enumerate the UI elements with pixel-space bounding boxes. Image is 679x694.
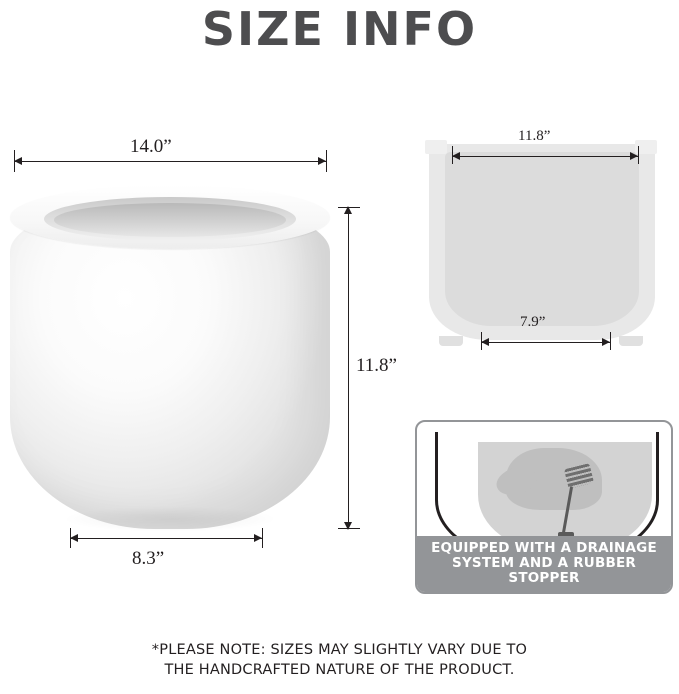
top-diameter-arrow-left xyxy=(14,157,22,165)
inner-top-dim-line xyxy=(452,156,638,157)
top-diameter-dim-line xyxy=(14,161,326,162)
top-diameter-arrow-right xyxy=(318,157,326,165)
base-diameter-label: 8.3” xyxy=(132,548,165,569)
inner-bottom-arrow-left xyxy=(481,338,489,346)
inner-bottom-arrow-right xyxy=(602,338,610,346)
top-diameter-tick-left xyxy=(14,150,15,172)
drainage-caption-line2: SYSTEM AND A RUBBER STOPPER xyxy=(452,555,636,586)
inner-top-width-label: 11.8” xyxy=(518,128,551,144)
drainage-caption xyxy=(417,536,671,592)
cross-section-lip-left xyxy=(425,140,447,154)
pot-rim-cavity xyxy=(54,203,286,237)
drainage-caption-line1: EQUIPPED WITH A DRAINAGE xyxy=(431,540,657,556)
pot-base-shadow xyxy=(62,506,278,532)
height-tick-top xyxy=(338,207,360,208)
inner-top-arrow-left xyxy=(452,152,460,160)
top-diameter-tick-right xyxy=(326,150,327,172)
height-tick-bottom xyxy=(338,528,360,529)
inner-bottom-dim-line xyxy=(481,342,610,343)
cross-section-foot-left xyxy=(439,336,463,346)
main-pot-illustration xyxy=(10,185,330,530)
footer-note-line2: THE HANDCRAFTED NATURE OF THE PRODUCT. xyxy=(164,662,515,678)
inner-bottom-width-label: 7.9” xyxy=(520,314,546,330)
base-diameter-arrow-left xyxy=(70,534,78,542)
inner-top-tick-right xyxy=(638,146,639,164)
base-diameter-dim-line xyxy=(70,538,262,539)
top-diameter-label: 14.0” xyxy=(130,136,172,157)
cross-section-cavity xyxy=(445,152,639,326)
drainage-panel xyxy=(415,420,673,594)
cross-section-foot-right xyxy=(619,336,643,346)
base-diameter-arrow-right xyxy=(254,534,262,542)
height-dim-line xyxy=(348,210,349,528)
page-title: SIZE INFO xyxy=(201,2,478,56)
height-label: 11.8” xyxy=(356,355,397,376)
base-diameter-tick-right xyxy=(262,528,263,548)
footer-note-line1: *PLEASE NOTE: SIZES MAY SLIGHTLY VARY DUE TO xyxy=(151,642,528,658)
inner-bottom-tick-right xyxy=(610,332,611,350)
inner-top-tick-left xyxy=(452,146,453,164)
footer-note xyxy=(0,640,679,680)
inner-bottom-tick-left xyxy=(481,332,482,350)
inner-top-arrow-right xyxy=(630,152,638,160)
base-diameter-tick-left xyxy=(70,528,71,548)
